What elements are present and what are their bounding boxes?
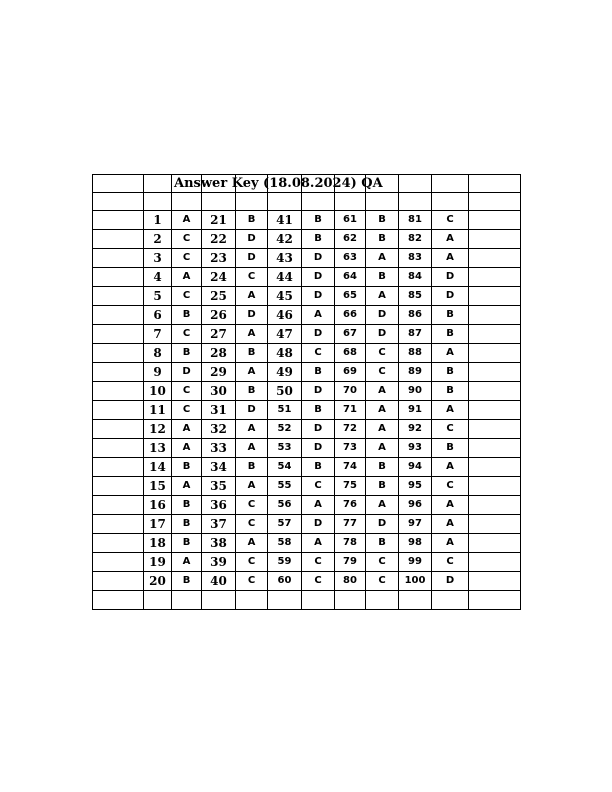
answer-letter: A — [236, 363, 268, 382]
answer-letter: A — [302, 306, 335, 325]
question-number: 19 — [144, 553, 172, 572]
table-row — [93, 268, 521, 287]
empty-cell — [93, 534, 144, 553]
empty-cell — [469, 175, 521, 193]
question-number: 80 — [335, 572, 366, 591]
question-number: 64 — [335, 268, 366, 287]
empty-cell — [399, 193, 432, 211]
empty-cell — [335, 193, 366, 211]
answer-key-table — [92, 174, 521, 610]
answer-letter: B — [432, 363, 469, 382]
question-number: 89 — [399, 363, 432, 382]
answer-letter: A — [236, 534, 268, 553]
question-number: 10 — [144, 382, 172, 401]
empty-cell — [202, 591, 236, 610]
table-row — [93, 230, 521, 249]
answer-letter: B — [366, 477, 399, 496]
empty-cell — [469, 268, 521, 287]
title-row — [93, 175, 521, 193]
empty-cell — [366, 193, 399, 211]
blank-row — [93, 591, 521, 610]
question-number: 18 — [144, 534, 172, 553]
empty-cell — [366, 591, 399, 610]
question-number: 4 — [144, 268, 172, 287]
answer-letter: A — [432, 458, 469, 477]
empty-cell — [399, 175, 432, 193]
empty-cell — [236, 193, 268, 211]
question-number: 81 — [399, 211, 432, 230]
empty-cell — [432, 175, 469, 193]
question-number: 35 — [202, 477, 236, 496]
answer-letter: A — [432, 515, 469, 534]
question-number: 70 — [335, 382, 366, 401]
question-number: 66 — [335, 306, 366, 325]
question-number: 26 — [202, 306, 236, 325]
empty-cell — [469, 572, 521, 591]
question-number: 17 — [144, 515, 172, 534]
question-number: 15 — [144, 477, 172, 496]
table-row — [93, 363, 521, 382]
question-number: 3 — [144, 249, 172, 268]
answer-letter: D — [432, 268, 469, 287]
empty-cell — [93, 572, 144, 591]
answer-letter: A — [366, 439, 399, 458]
empty-cell — [93, 458, 144, 477]
question-number: 86 — [399, 306, 432, 325]
answer-letter: D — [236, 249, 268, 268]
empty-cell — [93, 477, 144, 496]
answer-key-title-cell — [172, 175, 383, 193]
question-number: 60 — [268, 572, 302, 591]
answer-letter: A — [236, 287, 268, 306]
table-row — [93, 477, 521, 496]
table-row — [93, 515, 521, 534]
answer-letter: A — [432, 496, 469, 515]
answer-letter: C — [366, 344, 399, 363]
answer-letter: A — [172, 211, 202, 230]
answer-letter: C — [236, 572, 268, 591]
question-number: 56 — [268, 496, 302, 515]
empty-cell — [469, 249, 521, 268]
question-number: 96 — [399, 496, 432, 515]
empty-cell — [236, 591, 268, 610]
answer-letter: B — [236, 344, 268, 363]
empty-cell — [93, 344, 144, 363]
answer-letter: B — [432, 306, 469, 325]
question-number: 97 — [399, 515, 432, 534]
empty-cell — [302, 193, 335, 211]
question-number: 12 — [144, 420, 172, 439]
question-number: 82 — [399, 230, 432, 249]
answer-letter: C — [366, 553, 399, 572]
table-row — [93, 572, 521, 591]
empty-cell — [469, 420, 521, 439]
question-number: 29 — [202, 363, 236, 382]
answer-letter: C — [236, 496, 268, 515]
answer-letter: C — [302, 344, 335, 363]
answer-letter: B — [366, 534, 399, 553]
question-number: 54 — [268, 458, 302, 477]
question-number: 42 — [268, 230, 302, 249]
answer-letter: C — [236, 553, 268, 572]
question-number: 67 — [335, 325, 366, 344]
answer-letter: C — [172, 325, 202, 344]
empty-cell — [93, 553, 144, 572]
answer-letter: D — [172, 363, 202, 382]
question-number: 90 — [399, 382, 432, 401]
empty-cell — [432, 591, 469, 610]
question-number: 37 — [202, 515, 236, 534]
question-number: 21 — [202, 211, 236, 230]
answer-letter: A — [432, 249, 469, 268]
empty-cell — [469, 477, 521, 496]
answer-letter: D — [302, 268, 335, 287]
question-number: 24 — [202, 268, 236, 287]
question-number: 53 — [268, 439, 302, 458]
empty-cell — [302, 591, 335, 610]
table-row — [93, 458, 521, 477]
question-number: 51 — [268, 401, 302, 420]
empty-cell — [335, 591, 366, 610]
question-number: 72 — [335, 420, 366, 439]
answer-letter: B — [172, 496, 202, 515]
answer-letter: B — [366, 458, 399, 477]
question-number: 84 — [399, 268, 432, 287]
empty-cell — [469, 382, 521, 401]
question-number: 74 — [335, 458, 366, 477]
answer-letter: A — [236, 420, 268, 439]
answer-letter: D — [302, 325, 335, 344]
question-number: 68 — [335, 344, 366, 363]
answer-letter: A — [172, 439, 202, 458]
empty-cell — [469, 230, 521, 249]
page-title: Answer Key (18.08.2024) QA — [174, 176, 383, 191]
answer-letter: B — [432, 325, 469, 344]
answer-letter: B — [302, 458, 335, 477]
empty-cell — [144, 591, 172, 610]
question-number: 40 — [202, 572, 236, 591]
answer-letter: B — [366, 211, 399, 230]
question-number: 46 — [268, 306, 302, 325]
answer-letter: A — [236, 325, 268, 344]
question-number: 69 — [335, 363, 366, 382]
answer-letter: D — [302, 439, 335, 458]
question-number: 22 — [202, 230, 236, 249]
question-number: 6 — [144, 306, 172, 325]
answer-letter: D — [366, 515, 399, 534]
question-number: 94 — [399, 458, 432, 477]
answer-letter: B — [172, 458, 202, 477]
answer-letter: D — [236, 401, 268, 420]
table-row — [93, 306, 521, 325]
table-row — [93, 287, 521, 306]
question-number: 1 — [144, 211, 172, 230]
question-number: 8 — [144, 344, 172, 363]
table-row — [93, 553, 521, 572]
answer-letter: A — [432, 230, 469, 249]
answer-letter: A — [366, 401, 399, 420]
empty-cell — [93, 401, 144, 420]
question-number: 61 — [335, 211, 366, 230]
question-number: 23 — [202, 249, 236, 268]
answer-letter: B — [236, 458, 268, 477]
question-number: 13 — [144, 439, 172, 458]
empty-cell — [469, 363, 521, 382]
answer-letter: A — [172, 420, 202, 439]
question-number: 25 — [202, 287, 236, 306]
question-number: 52 — [268, 420, 302, 439]
question-number: 99 — [399, 553, 432, 572]
answer-letter: B — [302, 230, 335, 249]
answer-letter: A — [302, 534, 335, 553]
question-number: 88 — [399, 344, 432, 363]
empty-cell — [469, 515, 521, 534]
answer-letter: C — [172, 287, 202, 306]
table-row — [93, 382, 521, 401]
answer-letter: A — [172, 477, 202, 496]
empty-cell — [93, 287, 144, 306]
question-number: 30 — [202, 382, 236, 401]
question-number: 50 — [268, 382, 302, 401]
answer-letter: C — [302, 553, 335, 572]
question-number: 32 — [202, 420, 236, 439]
answer-letter: D — [432, 572, 469, 591]
question-number: 9 — [144, 363, 172, 382]
answer-letter: A — [302, 496, 335, 515]
question-number: 92 — [399, 420, 432, 439]
question-number: 87 — [399, 325, 432, 344]
question-number: 28 — [202, 344, 236, 363]
table-row — [93, 439, 521, 458]
question-number: 11 — [144, 401, 172, 420]
question-number: 7 — [144, 325, 172, 344]
answer-letter: A — [366, 382, 399, 401]
answer-letter: D — [432, 287, 469, 306]
question-number: 98 — [399, 534, 432, 553]
table-row — [93, 325, 521, 344]
question-number: 75 — [335, 477, 366, 496]
question-number: 79 — [335, 553, 366, 572]
answer-letter: B — [366, 268, 399, 287]
answer-letter: D — [366, 325, 399, 344]
empty-cell — [144, 193, 172, 211]
answer-letter: B — [236, 382, 268, 401]
empty-cell — [93, 230, 144, 249]
answer-letter: D — [236, 230, 268, 249]
question-number: 39 — [202, 553, 236, 572]
empty-cell — [469, 439, 521, 458]
answer-letter: A — [366, 249, 399, 268]
empty-cell — [399, 591, 432, 610]
empty-cell — [93, 211, 144, 230]
answer-letter: C — [172, 230, 202, 249]
answer-letter: B — [432, 382, 469, 401]
question-number: 41 — [268, 211, 302, 230]
question-number: 65 — [335, 287, 366, 306]
empty-cell — [469, 211, 521, 230]
empty-cell — [93, 306, 144, 325]
question-number: 57 — [268, 515, 302, 534]
question-number: 77 — [335, 515, 366, 534]
empty-cell — [469, 306, 521, 325]
empty-cell — [144, 175, 172, 193]
question-number: 73 — [335, 439, 366, 458]
answer-letter: C — [432, 420, 469, 439]
answer-letter: C — [302, 477, 335, 496]
answer-letter: C — [432, 553, 469, 572]
answer-letter: B — [172, 515, 202, 534]
question-number: 48 — [268, 344, 302, 363]
question-number: 78 — [335, 534, 366, 553]
answer-letter: B — [236, 211, 268, 230]
answer-letter: C — [432, 477, 469, 496]
answer-letter: C — [236, 515, 268, 534]
empty-cell — [469, 458, 521, 477]
empty-cell — [268, 591, 302, 610]
table-row — [93, 496, 521, 515]
empty-cell — [202, 193, 236, 211]
question-number: 2 — [144, 230, 172, 249]
question-number: 83 — [399, 249, 432, 268]
empty-cell — [93, 591, 144, 610]
question-number: 43 — [268, 249, 302, 268]
answer-letter: A — [236, 477, 268, 496]
question-number: 59 — [268, 553, 302, 572]
answer-letter: D — [236, 306, 268, 325]
question-number: 93 — [399, 439, 432, 458]
question-number: 55 — [268, 477, 302, 496]
empty-cell — [172, 193, 202, 211]
answer-letter: B — [302, 401, 335, 420]
answer-letter: B — [432, 439, 469, 458]
answer-letter: A — [432, 534, 469, 553]
table-row — [93, 249, 521, 268]
question-number: 71 — [335, 401, 366, 420]
answer-letter: D — [302, 515, 335, 534]
question-number: 27 — [202, 325, 236, 344]
question-number: 100 — [399, 572, 432, 591]
empty-cell — [93, 515, 144, 534]
answer-letter: C — [172, 401, 202, 420]
question-number: 58 — [268, 534, 302, 553]
answer-letter: A — [172, 553, 202, 572]
question-number: 63 — [335, 249, 366, 268]
empty-cell — [93, 496, 144, 515]
empty-cell — [432, 193, 469, 211]
empty-cell — [469, 591, 521, 610]
table-row — [93, 420, 521, 439]
empty-cell — [469, 344, 521, 363]
empty-cell — [93, 325, 144, 344]
empty-cell — [93, 175, 144, 193]
blank-row — [93, 193, 521, 211]
question-number: 36 — [202, 496, 236, 515]
empty-cell — [469, 496, 521, 515]
table-row — [93, 344, 521, 363]
empty-cell — [93, 363, 144, 382]
empty-cell — [469, 534, 521, 553]
answer-letter: C — [172, 249, 202, 268]
answer-letter: C — [366, 572, 399, 591]
answer-letter: D — [302, 382, 335, 401]
empty-cell — [93, 193, 144, 211]
question-number: 38 — [202, 534, 236, 553]
empty-cell — [172, 591, 202, 610]
answer-letter: B — [172, 306, 202, 325]
answer-letter: A — [366, 496, 399, 515]
question-number: 14 — [144, 458, 172, 477]
question-number: 34 — [202, 458, 236, 477]
answer-letter: B — [366, 230, 399, 249]
answer-letter: D — [302, 420, 335, 439]
question-number: 45 — [268, 287, 302, 306]
answer-letter: C — [366, 363, 399, 382]
question-number: 31 — [202, 401, 236, 420]
answer-letter: B — [302, 363, 335, 382]
question-number: 76 — [335, 496, 366, 515]
question-number: 16 — [144, 496, 172, 515]
empty-cell — [469, 401, 521, 420]
table-row — [93, 534, 521, 553]
empty-cell — [93, 382, 144, 401]
answer-letter: D — [302, 287, 335, 306]
table-row — [93, 211, 521, 230]
empty-cell — [93, 439, 144, 458]
question-number: 47 — [268, 325, 302, 344]
answer-letter: C — [432, 211, 469, 230]
answer-letter: A — [432, 344, 469, 363]
empty-cell — [93, 268, 144, 287]
answer-letter: B — [172, 572, 202, 591]
empty-cell — [469, 287, 521, 306]
question-number: 49 — [268, 363, 302, 382]
answer-letter: A — [432, 401, 469, 420]
empty-cell — [469, 325, 521, 344]
answer-letter: A — [172, 268, 202, 287]
empty-cell — [93, 249, 144, 268]
answer-letter: C — [172, 382, 202, 401]
question-number: 91 — [399, 401, 432, 420]
answer-letter: B — [302, 211, 335, 230]
question-number: 33 — [202, 439, 236, 458]
answer-letter: A — [236, 439, 268, 458]
table-row — [93, 401, 521, 420]
empty-cell — [469, 193, 521, 211]
answer-letter: C — [236, 268, 268, 287]
answer-letter: A — [366, 420, 399, 439]
question-number: 62 — [335, 230, 366, 249]
answer-letter: B — [172, 344, 202, 363]
empty-cell — [93, 420, 144, 439]
empty-cell — [469, 553, 521, 572]
question-number: 85 — [399, 287, 432, 306]
answer-letter: C — [302, 572, 335, 591]
answer-letter: D — [302, 249, 335, 268]
answer-letter: D — [366, 306, 399, 325]
answer-letter: B — [172, 534, 202, 553]
answer-letter: A — [366, 287, 399, 306]
answer-key-body — [93, 175, 521, 610]
empty-cell — [268, 193, 302, 211]
question-number: 44 — [268, 268, 302, 287]
question-number: 5 — [144, 287, 172, 306]
question-number: 20 — [144, 572, 172, 591]
question-number: 95 — [399, 477, 432, 496]
